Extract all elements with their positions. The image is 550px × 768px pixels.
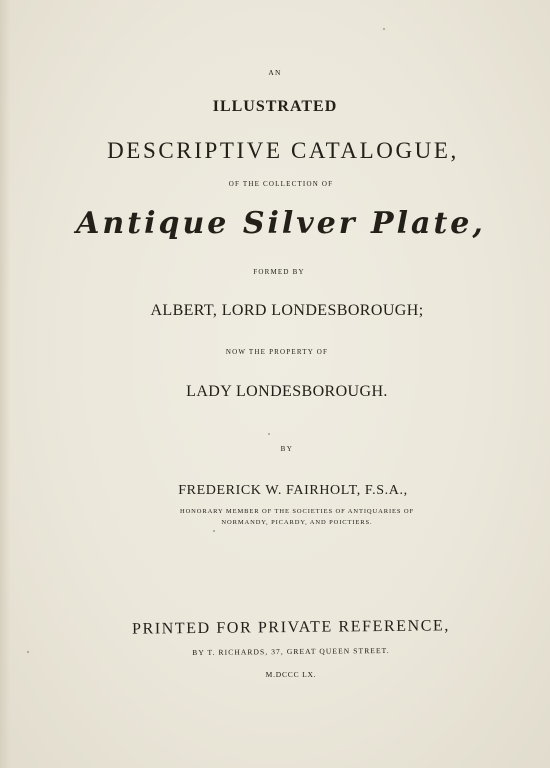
author-name: FREDERICK W. FAIRHOLT, F.S.A., — [178, 483, 408, 498]
title-descriptive-catalogue: DESCRIPTIVE CATALOGUE, — [107, 138, 459, 163]
paper-speck — [268, 433, 270, 435]
imprint-date: M.DCCC LX. — [265, 670, 317, 679]
imprint-printed-for: PRINTED FOR PRIVATE REFERENCE, — [131, 617, 451, 638]
title-antique-silver-plate: Antique Silver Plate, — [76, 206, 486, 241]
paper-speck — [27, 651, 29, 653]
collector-name: ALBERT, LORD LONDESBOROUGH; — [150, 302, 424, 319]
byline-by: BY — [280, 445, 294, 453]
subtitle-now-property-of: NOW THE PROPERTY OF — [225, 348, 329, 356]
title-illustrated: ILLUSTRATED — [212, 98, 338, 115]
author-credentials-line-1: HONORARY MEMBER OF THE SOCIETIES OF ANTIQUARIES OF — [179, 508, 415, 515]
paper-speck — [213, 530, 215, 532]
imprint-printer: BY T. RICHARDS, 37, GREAT QUEEN STREET. — [192, 645, 390, 658]
subtitle-collection-of: OF THE COLLECTION OF — [228, 180, 334, 188]
subtitle-formed-by: FORMED BY — [253, 268, 305, 276]
author-credentials-line-2: NORMANDY, PICARDY, AND POICTIERS. — [221, 519, 373, 526]
owner-name: LADY LONDESBOROUGH. — [186, 383, 388, 400]
article-an: AN — [268, 68, 282, 77]
paper-speck — [383, 28, 385, 30]
